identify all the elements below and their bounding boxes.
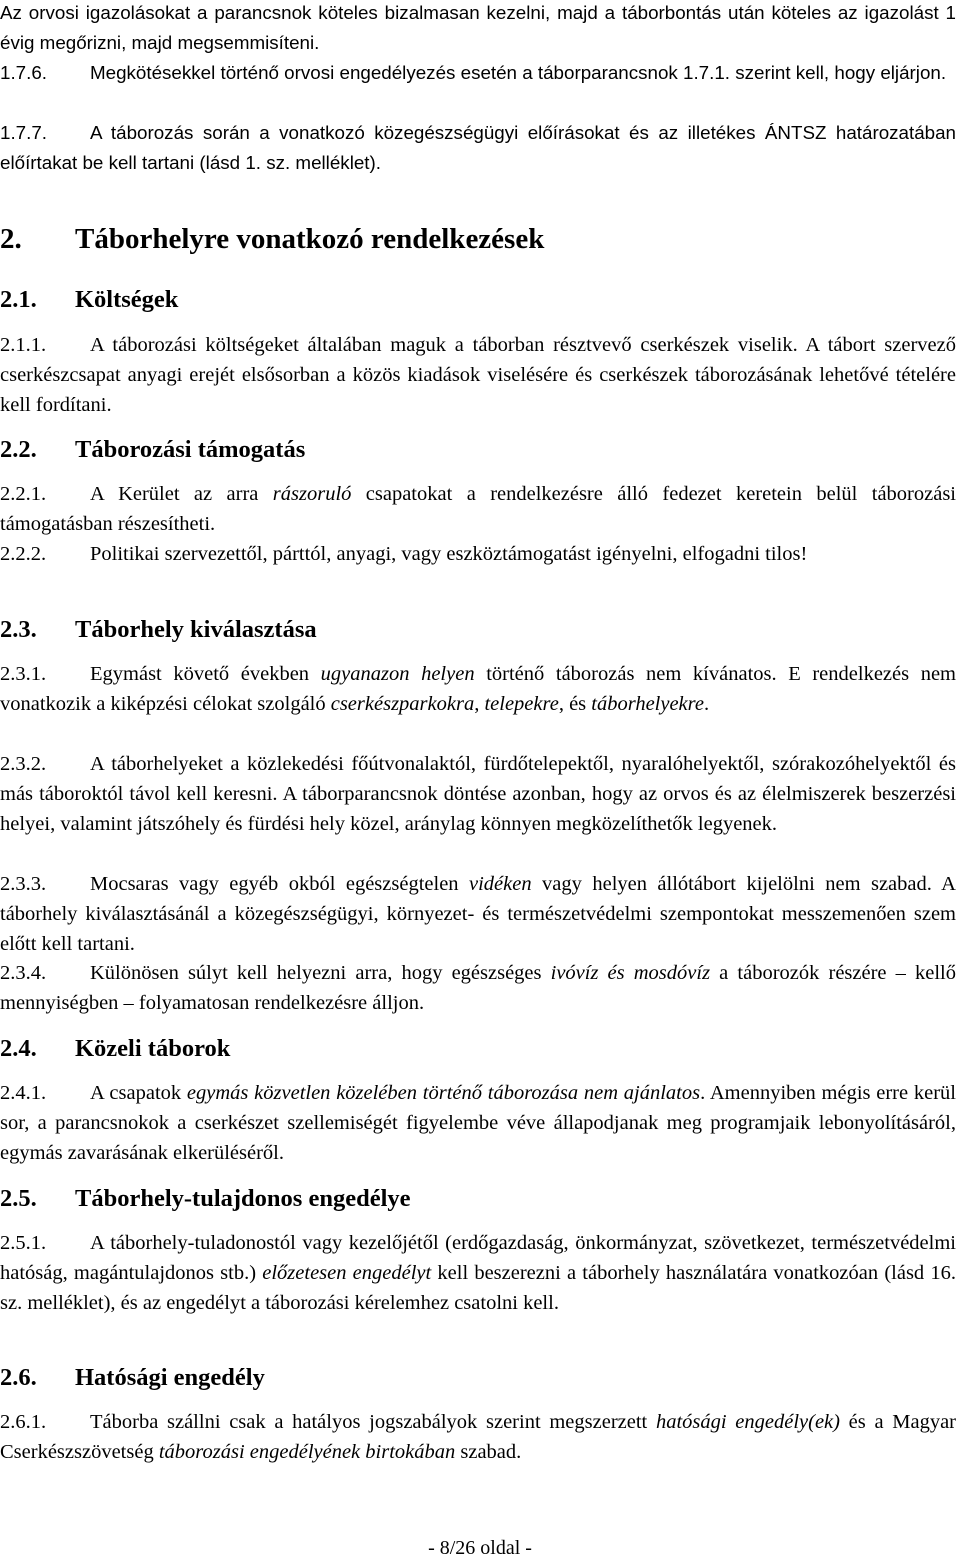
emphasis-text: előzetesen engedélyt xyxy=(262,1261,432,1284)
heading-title: Táborhely-tulajdonos engedélye xyxy=(75,1185,411,1212)
paragraph-text: Mocsaras vagy egyéb okból egészségtelen xyxy=(90,873,469,895)
paragraph-2-3-4 xyxy=(0,959,956,1019)
paragraph-number: 2.4.1. xyxy=(0,1082,47,1104)
paragraph-2-3-1 xyxy=(0,660,956,720)
paragraph-2-2-1 xyxy=(0,480,956,540)
paragraph-2-3-3 xyxy=(0,870,956,960)
paragraph-number: 2.2.1. xyxy=(0,483,47,505)
paragraph-text: A táborhelyeket a közlekedési főútvonalaktól, fürdőtelepektől, nyaralóhelyektől, szórakozóhelyektől és más táboroktól távol kell keresni. A táborparancsnok döntése azonban, hogy az orvos és az élelmiszerek beszerzési helyei, valamint játszóhely és fürdési hely közel, aránylag könnyen megközelíthetők legyenek. xyxy=(0,753,956,835)
paragraph-text: A táborhely-tuladonostól vagy kezelőjétől (erdőgazdaság, önkormányzat, szövetkezet, természetvédelmi hatóság, magántulajdonos stb.) xyxy=(0,1232,956,1284)
paragraph-text: Politikai szervezettől, párttól, anyagi, vagy eszköztámogatást igényelni, elfogadni tilos! xyxy=(90,543,808,565)
paragraph-text: a táborozók részére – kellő mennyiségben – folyamatosan rendelkezésre álljon. xyxy=(0,962,956,1014)
emphasis-text: táborhelyekre xyxy=(591,692,704,715)
section-heading-2-3 xyxy=(0,614,317,646)
heading-number: 2.1. xyxy=(0,286,37,313)
paragraph-text: , és xyxy=(558,692,592,715)
paragraph-text: Megkötésekkel történő orvosi engedélyezés esetén a táborparancsnok 1.7.1. szerint kell, hogy eljárjon. xyxy=(90,62,947,83)
heading-number: 2.2. xyxy=(0,436,37,463)
paragraph-1-7-7 xyxy=(0,118,956,178)
paragraph-1-7-6 xyxy=(0,58,956,88)
emphasis-text: hatósági engedély(ek) xyxy=(655,1411,840,1433)
heading-title: Közeli táborok xyxy=(75,1035,231,1062)
paragraph-text: kell beszerezni a táborhely használatára vonatkozóan (lásd 16. sz. melléklet), és az engedélyt a táborozási kérelemhez csatolni kell. xyxy=(0,1261,956,1314)
paragraph-number: 2.3.2. xyxy=(0,753,47,775)
heading-number: 2.6. xyxy=(0,1364,37,1391)
paragraph-text: Egymást követő években xyxy=(90,663,321,685)
emphasis-text: egymás közvetlen közelében történő táborozása nem ajánlatos xyxy=(186,1082,701,1104)
emphasis-text: táborozási engedélyének birtokában xyxy=(158,1440,456,1463)
paragraph-number: 2.5.1. xyxy=(0,1232,47,1254)
paragraph-text: Táborba szállni csak a hatályos jogszabályok szerint megszerzett xyxy=(90,1411,656,1433)
paragraph-2-5-1 xyxy=(0,1229,956,1319)
section-heading-2-5 xyxy=(0,1183,411,1215)
section-heading-2 xyxy=(0,221,544,257)
paragraph-2-1-1 xyxy=(0,331,956,421)
emphasis-text: vidéken xyxy=(469,873,532,895)
heading-number: 2.3. xyxy=(0,616,37,643)
paragraph-text: , xyxy=(474,692,485,715)
heading-title: Táborozási támogatás xyxy=(75,436,306,463)
heading-number: 2.4. xyxy=(0,1035,37,1062)
paragraph-text: történő táborozás nem kívánatos. E rendelkezés nem vonatkozik a kiképzési célokat szolgáló xyxy=(0,663,956,715)
paragraph-text: Különösen súlyt kell helyezni arra, hogy egészséges xyxy=(90,962,551,984)
heading-number: 2. xyxy=(0,223,22,255)
paragraph-number: 2.1.1. xyxy=(0,334,47,356)
paragraph-2-3-2 xyxy=(0,750,956,840)
heading-title: Hatósági engedély xyxy=(75,1364,265,1391)
paragraph-text: csapatokat a rendelkezésre álló fedezet keretein belül táborozási támogatásban részesítheti. xyxy=(0,483,956,535)
paragraph-text: A táborozás során a vonatkozó közegészségügyi előírásokat és az illetékes ÁNTSZ határozatában előírtakat be kell tartani (lásd 1. sz. melléklet). xyxy=(0,122,956,173)
page-footer: - 8/26 oldal - xyxy=(428,1537,532,1559)
paragraph-number: 2.3.3. xyxy=(0,873,47,895)
paragraph-2-2-2 xyxy=(0,540,956,570)
section-heading-2-1 xyxy=(0,284,178,316)
paragraph-text: . xyxy=(703,692,710,715)
paragraph-number: 2.6.1. xyxy=(0,1411,47,1433)
paragraph-text: A csapatok xyxy=(90,1082,187,1104)
emphasis-text: telepekre xyxy=(484,692,559,715)
section-heading-2-4 xyxy=(0,1033,230,1065)
heading-number: 2.5. xyxy=(0,1185,37,1212)
heading-title: Táborhely kiválasztása xyxy=(75,616,317,643)
paragraph-number: 2.3.1. xyxy=(0,663,47,685)
paragraph-number: 1.7.6. xyxy=(0,62,47,83)
paragraph-number: 2.2.2. xyxy=(0,543,47,565)
paragraph-medical-certificates xyxy=(0,0,956,58)
heading-title: Táborhelyre vonatkozó rendelkezések xyxy=(75,223,545,255)
paragraph-number: 2.3.4. xyxy=(0,962,47,984)
paragraph-2-6-1 xyxy=(0,1408,956,1468)
paragraph-text: szabad. xyxy=(455,1440,522,1463)
paragraph-text: A Kerület az arra xyxy=(90,483,273,505)
paragraph-text: és a Magyar Cserkészszövetség xyxy=(0,1411,956,1463)
heading-title: Költségek xyxy=(75,286,179,313)
section-heading-2-6 xyxy=(0,1362,265,1394)
paragraph-text: vagy helyen állótábort kijelölni nem szabad. A táborhely kiválasztásánál a közegészségügyi, környezet- és természetvédelmi szempontokat messzemenően szem előtt kell tartani. xyxy=(0,873,956,955)
paragraph-text: . Amennyiben mégis erre kerül sor, a parancsnokok a cserkészet szellemiségét figyelembe véve állapodjanak meg programjaik lebonyolításáról, egymás zavarásának elkerüléséről. xyxy=(0,1082,956,1164)
emphasis-text: cserkészparkokra xyxy=(330,692,475,715)
section-heading-2-2 xyxy=(0,434,305,466)
paragraph-text: Az orvosi igazolásokat a parancsnok köteles bizalmasan kezelni, majd a táborbontás után köteles az igazolást 1 évig megőrizni, majd megsemmisíteni. xyxy=(0,2,956,53)
emphasis-text: ivóvíz és mosdóvíz xyxy=(550,962,711,984)
paragraph-text: A táborozási költségeket általában maguk a táborban résztvevő cserkészek viselik. A tábort szervező cserkészcsapat anyagi erejét elsősorban a közös kiadások viselésére és cserkészek táborozásának lehetővé tételére kell fordítani. xyxy=(0,334,956,416)
paragraph-2-4-1 xyxy=(0,1079,956,1169)
paragraph-number: 1.7.7. xyxy=(0,122,47,143)
emphasis-text: rászoruló xyxy=(272,483,352,505)
emphasis-text: ugyanazon helyen xyxy=(320,663,475,685)
